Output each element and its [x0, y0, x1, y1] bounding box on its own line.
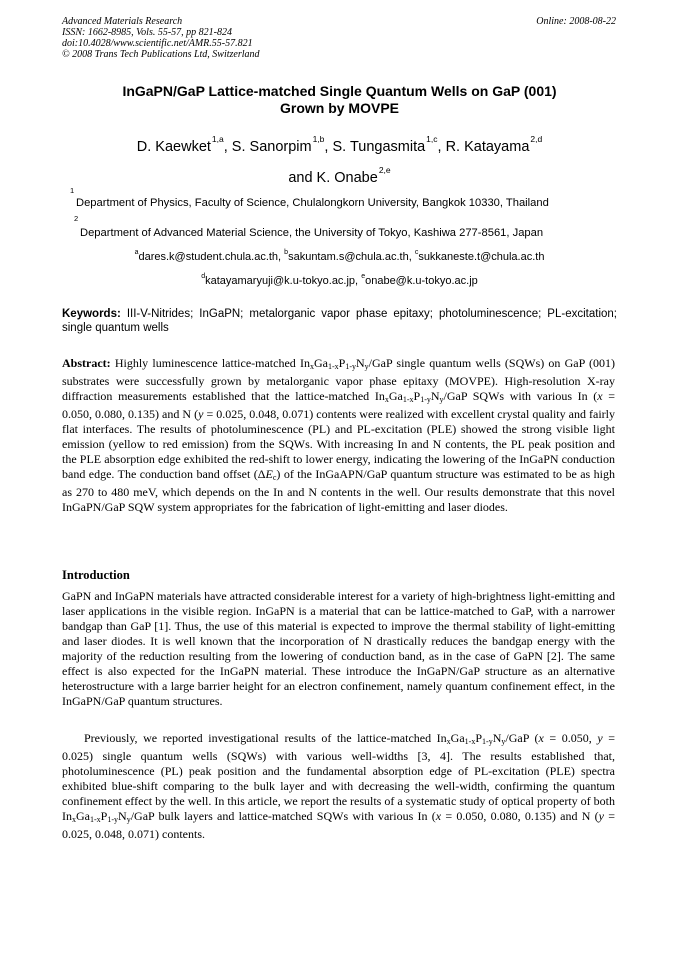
- formula-var: x: [597, 389, 603, 403]
- title-line-1: InGaPN/GaP Lattice-matched Single Quantum Wells on GaP (001): [122, 83, 557, 99]
- intro-text: = 0.025) single quantum wells (SQWs) with various well-widths [3, 4]. The results established that, photoluminescence (PL) peak position and the fundamental absorption edge of PL-excitation (PLE) spectra exhibited blue-shift comparing to the bulk layer and with decreasing the well-width, confirming the quantum confinement effect by the well. In this article, we report the results of a systematic study of optical property of both In: [62, 731, 615, 823]
- affiliation-text: Department of Physics, Faculty of Science, Chulalongkorn University, Bangkok 10330, Thailand: [76, 197, 549, 209]
- email-mark: e: [361, 273, 366, 280]
- formula-sub: x: [446, 737, 451, 746]
- author-sup: 2,d: [530, 134, 543, 144]
- title-line-2: Grown by MOVPE: [279, 100, 399, 116]
- author-list: [62, 128, 617, 190]
- intro-text: Previously, we reported investigational results of the lattice-matched In: [84, 731, 447, 745]
- author-sup: 1,a: [211, 134, 224, 144]
- intro-text: = 0.025, 0.048, 0.071) contents.: [62, 809, 615, 841]
- formula-var: y: [597, 731, 603, 745]
- journal-header: [62, 16, 260, 60]
- abstract-text: = 0.025, 0.048, 0.071) contents were realized with excellent crystal quality and fairly flat interfaces. The results of photoluminescence (PL) and PL-excitation (PLE) showed the strong visible light emission (yellow to red emission) from the SQWs. With increasing In and N contents, the PL peak position and the PLE absorption edge exhibited the red-shift to lower energy, indicating the lowering of the InGaPN conduction band edge. The conduction band offset (Δ: [62, 407, 615, 481]
- formula-sub: 1-x: [90, 815, 101, 824]
- formula-var: E: [265, 467, 273, 481]
- formula-sub: y: [126, 815, 131, 824]
- intro-text: = 0.050,: [543, 731, 598, 745]
- formula-sub: 1-y: [107, 815, 119, 824]
- author-sup: 1,b: [312, 134, 325, 144]
- formula-text: P: [338, 356, 346, 370]
- formula-sub: y: [439, 395, 444, 404]
- abstract-text: Highly luminescence lattice-matched In: [114, 356, 310, 370]
- formula-text: P: [100, 809, 108, 823]
- formula-var: x: [538, 731, 544, 745]
- keywords-text: III-V-Nitrides; InGaPN; metalorganic vapor phase epitaxy; photoluminescence; PL-excitation; single quantum wells: [62, 308, 617, 334]
- email-a[interactable]: dares.k@student.chula.ac.th,: [138, 251, 282, 263]
- author-sup: 1,c: [426, 134, 438, 144]
- abstract-label: Abstract:: [62, 356, 111, 370]
- author-name: , R. Katayama: [437, 139, 530, 155]
- formula-sub: x: [72, 815, 76, 824]
- online-date: Online: 2008-08-22: [536, 16, 616, 27]
- formula-sub: x: [309, 362, 314, 371]
- author-name: D. Kaewket: [136, 139, 211, 155]
- email-d[interactable]: katayamaryuji@k.u-tokyo.ac.jp,: [205, 275, 359, 287]
- email-c[interactable]: sukkaneste.t@chula.ac.th: [418, 251, 545, 263]
- section-heading-introduction: Introduction: [62, 568, 130, 582]
- formula-text: P: [413, 389, 421, 403]
- formula-sub: 1-x: [327, 362, 339, 371]
- journal-name: Advanced Materials Research: [62, 16, 183, 27]
- abstract-text: ) of the InGaAPN/GaP quantum structure was estimated to be as high as 270 to 480 meV, which depends on the In and N contents in the well. Our results demonstrate that this novel InGaPN/GaP SQW system appropriates for the fabrication of light-emitting and laser diodes.: [62, 467, 615, 514]
- formula-sub: 1-y: [482, 737, 493, 746]
- email-b[interactable]: sakuntam.s@chula.ac.th,: [288, 251, 412, 263]
- email-mark: d: [201, 273, 206, 280]
- formula-text: Ga: [313, 356, 328, 370]
- copyright-line: © 2008 Trans Tech Publications Ltd, Switzerland: [62, 49, 260, 60]
- author-sup: 2,e: [378, 165, 391, 175]
- intro-text: /GaP (: [505, 731, 539, 745]
- formula-sub: 1-x: [402, 395, 414, 404]
- formula-var: y: [598, 809, 604, 823]
- formula-sub: y: [501, 737, 506, 746]
- keywords: [62, 307, 617, 335]
- formula-sub: c: [272, 473, 277, 482]
- formula-text: N: [356, 356, 365, 370]
- affiliation-mark: 1: [70, 186, 75, 195]
- intro-text: /GaP bulk layers and lattice-matched SQWs with various In (: [130, 809, 436, 823]
- email-mark: c: [414, 249, 419, 256]
- email-mark: a: [134, 249, 139, 256]
- formula-text: N: [118, 809, 127, 823]
- doi-line: doi:10.4028/www.scientific.net/AMR.55-57.821: [62, 38, 253, 49]
- formula-text: P: [475, 731, 483, 745]
- author-line-2: [62, 159, 617, 190]
- formula-sub: 1-y: [420, 395, 431, 404]
- affiliation-mark: 2: [74, 214, 79, 223]
- formula-sub: x: [384, 395, 389, 404]
- formula-sub: 1-x: [464, 737, 476, 746]
- intro-text: = 0.050, 0.080, 0.135) and N (: [441, 809, 599, 823]
- abstract-text: /GaP SQWs with various In (: [443, 389, 598, 403]
- email-line-2: [62, 271, 617, 287]
- author-name: , S. Sanorpim: [223, 139, 312, 155]
- author-name: , S. Tungasmita: [324, 139, 426, 155]
- abstract-text: = 0.050, 0.080, 0.135) and N (: [62, 389, 615, 421]
- intro-paragraph-2: [62, 731, 615, 842]
- abstract: [62, 356, 615, 515]
- paper-title: [62, 83, 617, 117]
- keywords-label: Keywords:: [62, 308, 121, 320]
- formula-var: x: [435, 809, 442, 823]
- formula-sub: y: [364, 362, 369, 371]
- formula-text: N: [430, 389, 440, 403]
- affiliation-text: Department of Advanced Material Science, the University of Tokyo, Kashiwa 277-8561, Japan: [80, 227, 544, 239]
- email-e[interactable]: onabe@k.u-tokyo.ac.jp: [365, 275, 478, 287]
- abstract-text: /GaP single quantum wells (SQWs) on GaP (001) substrates were successfully grown by metalorganic vapor phase epitaxy (MOVPE). High-resolution X-ray diffraction measurements established that the lattice-matched In: [62, 356, 615, 403]
- issn-line: ISSN: 1662-8985, Vols. 55-57, pp 821-824: [62, 27, 232, 38]
- formula-text: N: [492, 731, 502, 745]
- formula-text: Ga: [76, 809, 90, 823]
- author-name: and K. Onabe: [288, 170, 378, 186]
- email-line-1: [62, 247, 617, 263]
- intro-paragraph-1: GaPN and InGaPN materials have attracted considerable interest for a variety of high-brightness light-emitting and laser applications in the visible region. InGaPN is a material that can be lattice-matched to GaP, with a narrower bandgap than GaP [1]. Thus, the use of this material is expected to improve the thermal stability of light-emitting and laser diodes. It is well known that the incorporation of N drastically reduces the bandgap energy with the majority of the reduction resulting from the lowering of conduction band, as in the case of GaPN [2]. The same effect is also expected for the InGaPN material. These introduce the InGaPN/GaP structure as an alternative heterostructure with a large barrier height for an electron confinement, namely quantum confinement effect, in the InGaPN/GaP quantum structures.: [62, 589, 615, 708]
- formula-var: y: [198, 407, 204, 421]
- formula-text: Ga: [450, 731, 465, 745]
- email-mark: b: [284, 249, 289, 256]
- author-line-1: [62, 128, 617, 159]
- formula-text: Ga: [388, 389, 403, 403]
- formula-sub: 1-y: [345, 362, 356, 371]
